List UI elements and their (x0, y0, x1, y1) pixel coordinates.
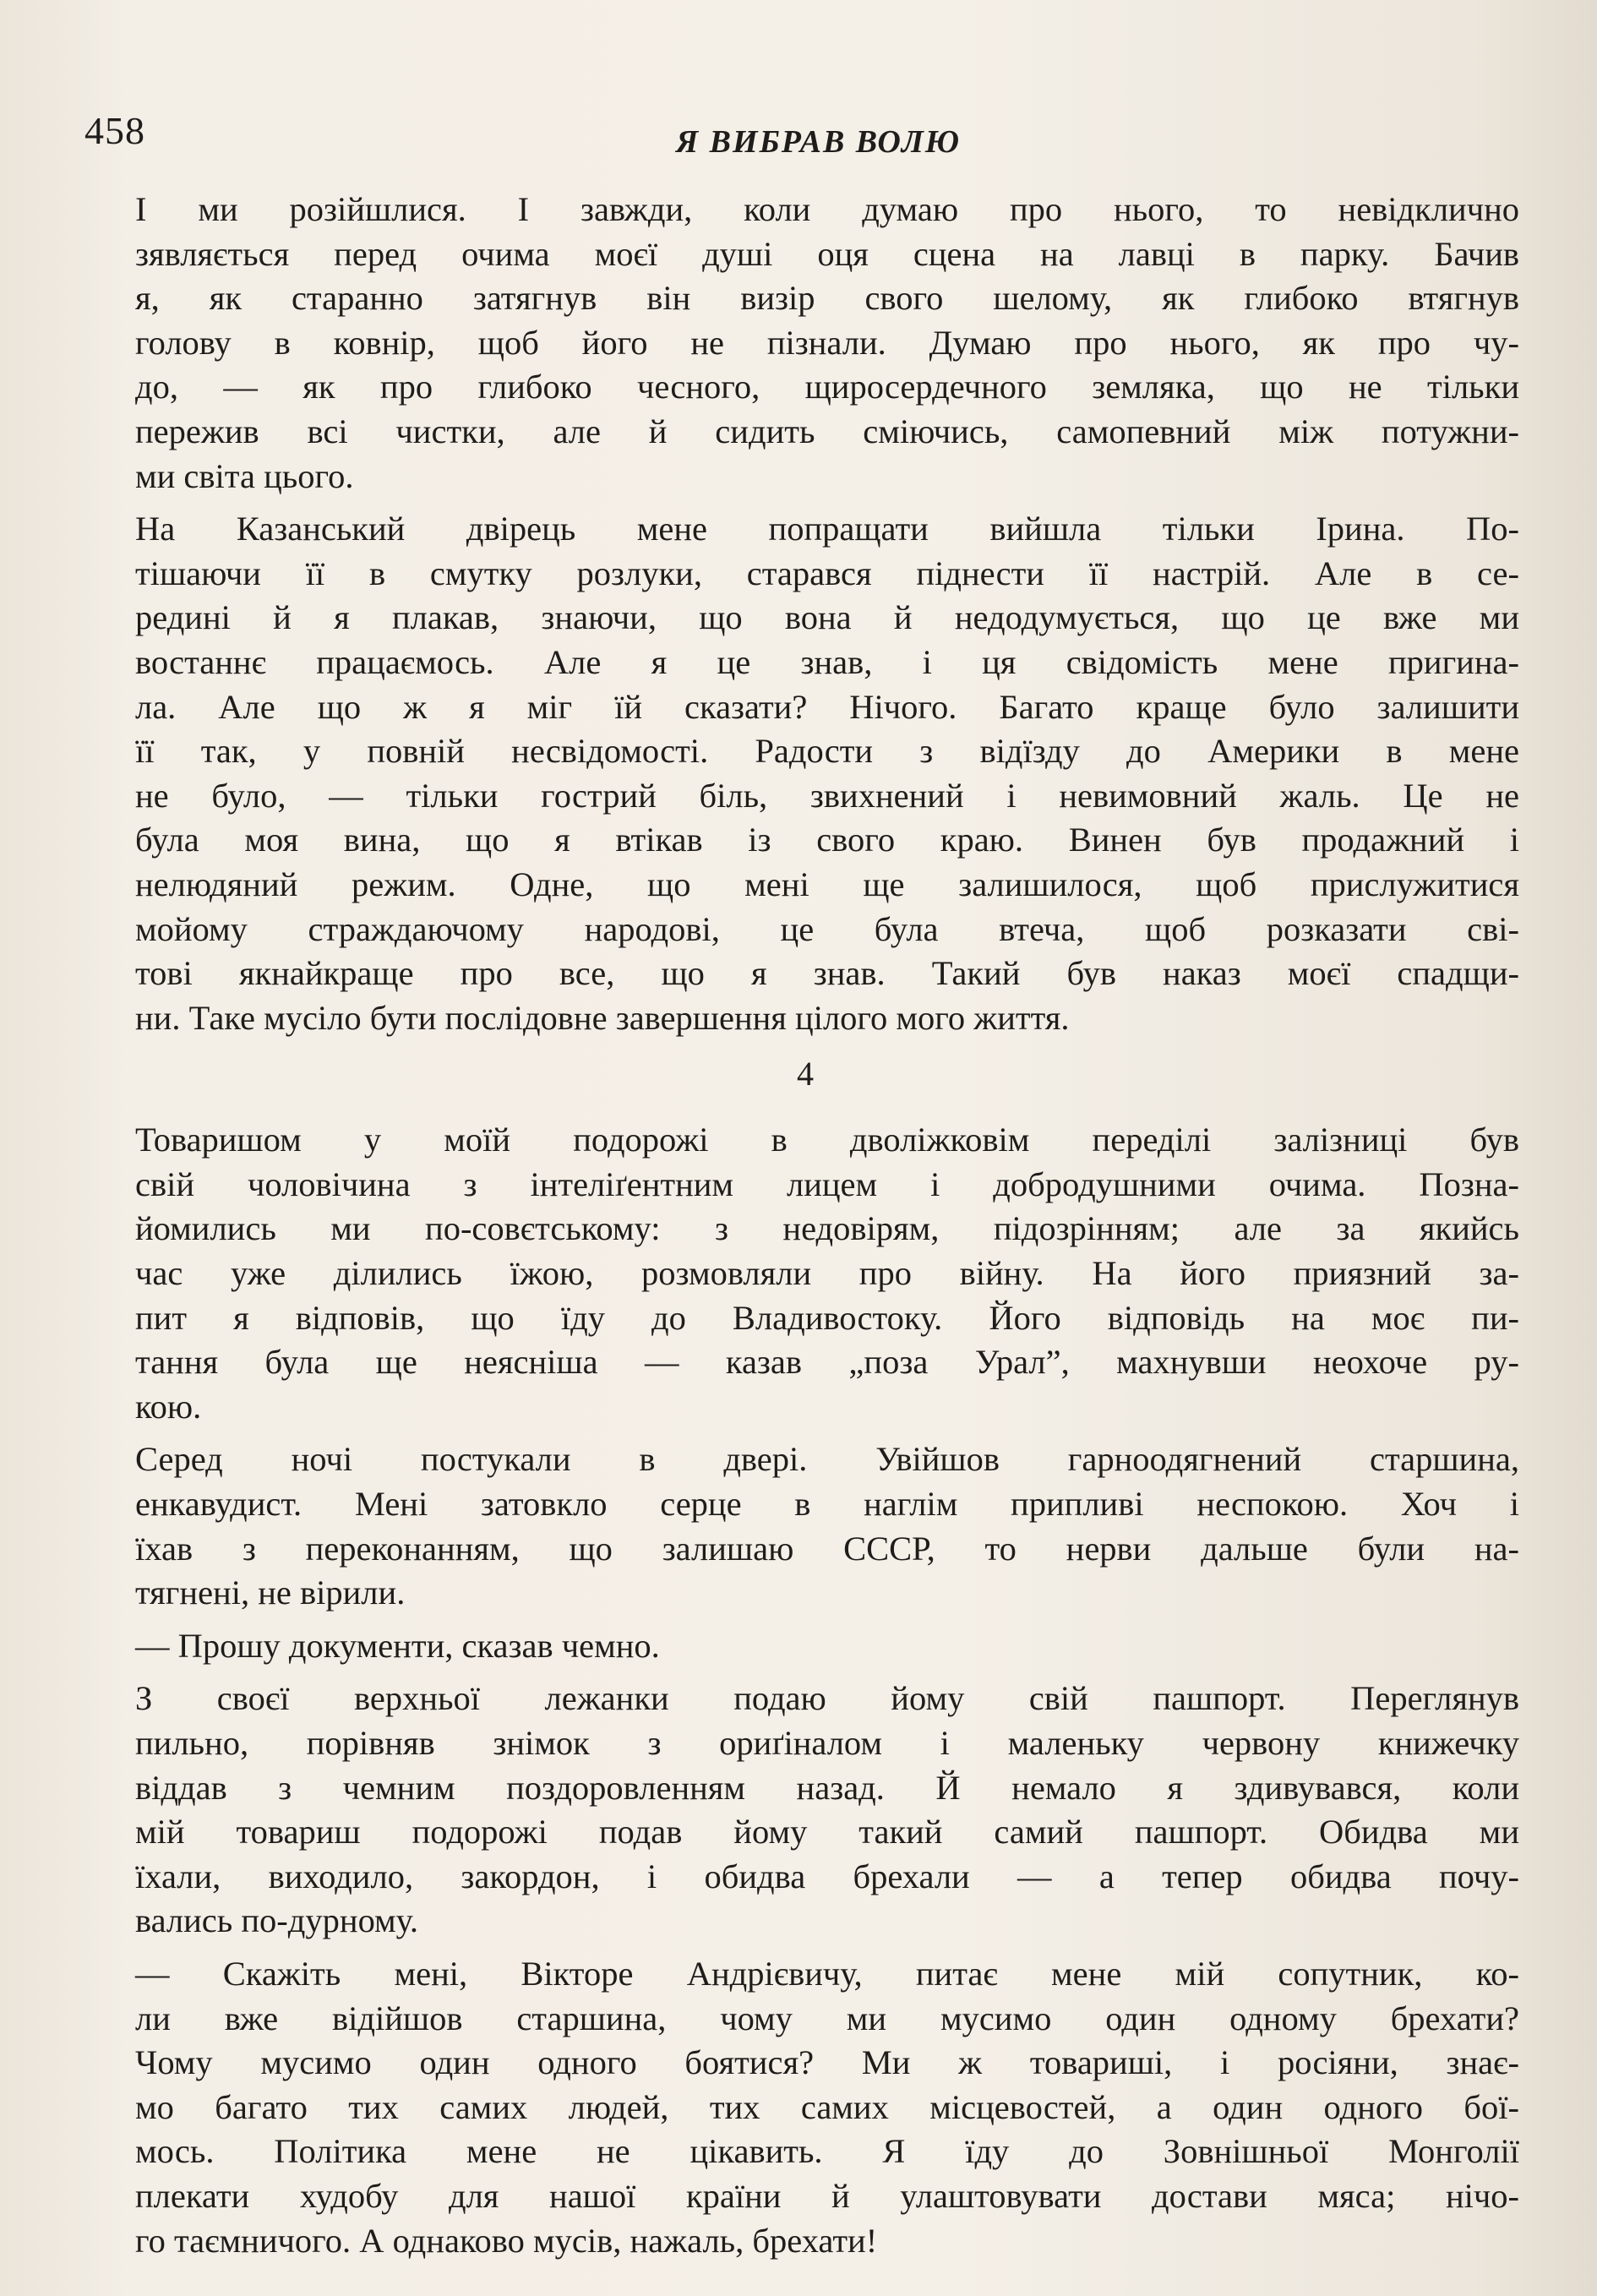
paragraph (91, 1952, 1519, 2263)
paragraph (91, 1677, 1519, 1944)
text-line: — Прошу документи, сказав чемно. (135, 1626, 660, 1665)
text-line: ми світа цього. (135, 456, 354, 495)
paragraph (91, 1624, 1519, 1669)
text-line: І ми розійшлися. І завжди, коли думаю про нього, то невідклично (135, 190, 1519, 228)
text-line: Чому мусимо один одного боятися? Ми ж товариші, і росіяни, знає- (135, 2043, 1519, 2082)
text-line: ни. Таке мусіло бути послідовне завершення цілого мого життя. (135, 998, 1070, 1037)
text-line: На Казанський двірець мене попращати вийшла тільки Ірина. По- (135, 510, 1519, 548)
section-number: 4 (797, 1055, 814, 1093)
text-line: редині й я плакав, знаючи, що вона й недодумується, що це вже ми (135, 598, 1519, 637)
text-line: я, як старанно затягнув він визір свого шелому, як глибоко втягнув (135, 279, 1519, 318)
text-line: вались по-дурному. (135, 1901, 418, 1940)
text-line: тові якнайкраще про все, що я знав. Такий був наказ моєї спадщи- (135, 954, 1519, 993)
text-line: нелюдяний режим. Одне, що мені ще залишилося, щоб прислужитися (135, 864, 1519, 903)
text-line: пережив всі чистки, але й сидить сміючись, самопевний між потужни- (135, 412, 1519, 450)
text-line: зявляється перед очима моєї душі оця сцена на лавці в парку. Бачив (135, 234, 1519, 273)
text-line: мо багато тих самих людей, тих самих місцевостей, а один одного бої- (135, 2087, 1519, 2126)
text-line: тання була ще неясніша — казав „поза Урал”, махнувши неохоче ру- (135, 1343, 1519, 1382)
text-line: тішаючи її в смутку розлуки, старався піднести її настрій. Але в се- (135, 554, 1519, 592)
text-line: го таємничого. А однаково мусів, нажаль, брехати! (135, 2221, 878, 2260)
paragraph (91, 1118, 1519, 1429)
text-line: ла. Але що ж я міг їй сказати? Нічого. Багато краще було залишити (135, 687, 1519, 726)
text-line: Серед ночі постукали в двері. Увійшов гарноодягнений старшина, (135, 1440, 1519, 1479)
text-line: їхали, виходило, закордон, і обидва брехали — а тепер обидва почу- (135, 1857, 1519, 1895)
text-line: — Скажіть мені, Вікторе Андрієвичу, питає мене мій сопутник, ко- (135, 1954, 1519, 1993)
body-text (91, 188, 1519, 2263)
page-number: 458 (84, 109, 145, 152)
paragraph (91, 1437, 1519, 1615)
text-line: її так, у повній несвідомості. Радости з відїзду до Америки в мене (135, 732, 1519, 771)
text-line: пильно, порівняв знімок з ориґіналом і маленьку червону книжечку (135, 1724, 1519, 1762)
text-line: кою. (135, 1387, 202, 1426)
paragraph (91, 188, 1519, 499)
text-line: свій чоловічина з інтеліґентним лицем і добродушними очима. Позна- (135, 1164, 1519, 1203)
text-line: З своєї верхньої лежанки подаю йому свій пашпорт. Переглянув (135, 1679, 1519, 1718)
text-line: мось. Політика мене не цікавить. Я їду до Зовнішньої Монголії (135, 2132, 1519, 2171)
text-line: пит я відповів, що їду до Владивостоку. Його відповідь на моє пи- (135, 1298, 1519, 1337)
text-line: не було, — тільки гострий біль, звихнений і невимовний жаль. Це не (135, 776, 1519, 815)
paragraph (91, 507, 1519, 1040)
text-line: віддав з чемним поздоровленням назад. Й немало я здивувався, коли (135, 1768, 1519, 1807)
text-line: енкавудист. Мені затовкло серце в наглім припливі неспокою. Хоч і (135, 1485, 1519, 1524)
text-line: йомились ми по-совєтському: з недовірям, підозрінням; але за якийсь (135, 1209, 1519, 1248)
text-line: мойому страждаючому народові, це була втеча, щоб розказати сві- (135, 909, 1519, 948)
text-line: ли вже відійшов старшина, чому ми мусимо один одному брехати? (135, 1999, 1519, 2037)
text-line: голову в ковнір, щоб його не пізнали. Думаю про нього, як про чу- (135, 323, 1519, 362)
text-line: була моя вина, що я втікав із свого краю. Винен був продажний і (135, 821, 1519, 859)
text-line: їхав з переконанням, що залишаю СССР, то нерви дальше були на- (135, 1529, 1519, 1568)
text-line: до, — як про глибоко чесного, щиросердечного земляка, що не тільки (135, 368, 1519, 406)
text-line: тягнені, не вірили. (135, 1573, 406, 1612)
text-line: мій товариш подорожі подав йому такий самий пашпорт. Обидва ми (135, 1813, 1519, 1852)
text-line: час уже ділились їжою, розмовляли про війну. На його приязний за- (135, 1254, 1519, 1293)
book-title: Я ВИБРАВ ВОЛЮ (676, 124, 962, 160)
text-line: Товаришом у моїй подорожі в дволіжковім переділі залізниці був (135, 1121, 1519, 1159)
running-head (84, 108, 1521, 159)
text-line: плекати худобу для нашої країни й улаштовувати достави мяса; нічо- (135, 2176, 1519, 2215)
text-line: востаннє працаємось. Але я це знав, і ця свідомість мене пригина- (135, 642, 1519, 681)
